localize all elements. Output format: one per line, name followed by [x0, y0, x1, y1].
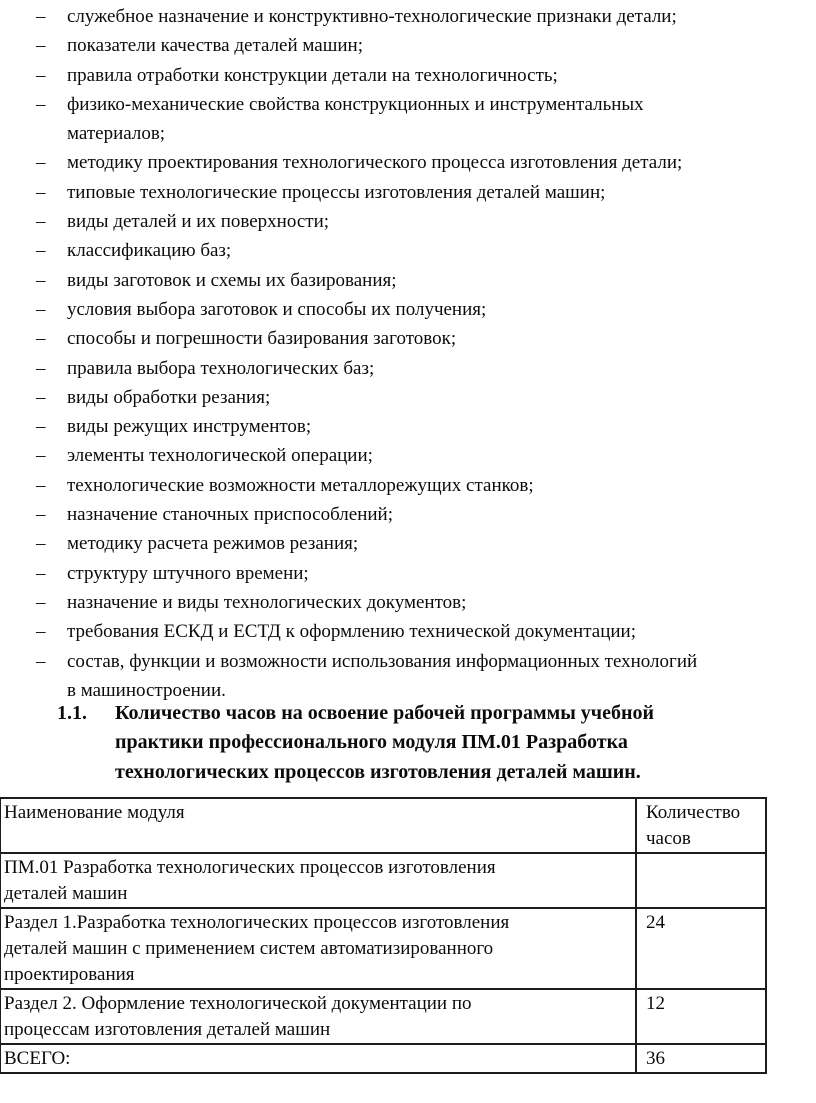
list-bullet-dash: –	[36, 562, 46, 584]
module-name-line: деталей машин с применением систем автоматизированного	[4, 938, 494, 959]
module-name-line: ПМ.01 Разработка технологических процессов изготовления	[4, 857, 496, 878]
table-body	[0, 853, 766, 1073]
list-bullet-dash: –	[36, 181, 46, 203]
table-header-row	[0, 798, 766, 853]
table-row	[0, 989, 766, 1044]
list-item-line: виды деталей и их поверхности;	[67, 211, 330, 233]
list-item-line: материалов;	[67, 123, 166, 145]
list-bullet-dash: –	[36, 6, 46, 27]
list-item	[0, 90, 816, 149]
list-item-line: классификацию баз;	[67, 240, 232, 262]
list-item-line: виды заготовок и схемы их базирования;	[67, 269, 397, 291]
knowledge-list	[0, 2, 816, 705]
list-item	[0, 500, 816, 529]
list-item	[0, 61, 816, 90]
module-name-cell	[0, 908, 636, 989]
list-item	[0, 236, 816, 265]
list-item-line: физико-механические свойства конструкционных и инструментальных	[67, 93, 644, 115]
list-bullet-dash: –	[36, 533, 46, 555]
list-item-line: способы и погрешности базирования заготовок;	[67, 328, 457, 350]
list-item	[0, 617, 816, 646]
list-bullet-dash: –	[36, 650, 46, 672]
table-row	[0, 908, 766, 989]
list-item-line: требования ЕСКД и ЕСТД к оформлению технической документации;	[67, 621, 636, 643]
list-item-line: состав, функции и возможности использования информационных технологий	[67, 650, 698, 672]
list-item	[0, 31, 816, 60]
module-name-cell	[0, 1044, 636, 1073]
list-bullet-dash: –	[36, 152, 46, 174]
table-row	[0, 1044, 766, 1073]
list-item	[0, 266, 816, 295]
list-bullet-dash: –	[36, 416, 46, 438]
list-item-line: элементы технологической операции;	[67, 445, 373, 467]
list-item-line: служебное назначение и конструктивно-технологические признаки детали;	[67, 6, 677, 27]
list-item-line: правила отработки конструкции детали на технологичность;	[67, 64, 558, 86]
module-name-line: Раздел 2. Оформление технологической документации по	[4, 993, 472, 1014]
list-item	[0, 471, 816, 500]
list-bullet-dash: –	[36, 328, 46, 350]
list-item	[0, 354, 816, 383]
module-name-cell	[0, 989, 636, 1044]
list-item	[0, 441, 816, 470]
list-item-line: структуру штучного времени;	[67, 562, 309, 584]
module-name-line: процессам изготовления деталей машин	[4, 1019, 331, 1040]
list-item	[0, 588, 816, 617]
module-name-line: проектирования	[4, 964, 135, 985]
section-heading-number: 1.1.	[57, 702, 87, 724]
list-item	[0, 207, 816, 236]
list-bullet-dash: –	[36, 298, 46, 320]
list-item-line: назначение и виды технологических документов;	[67, 591, 467, 613]
hours-table	[0, 797, 766, 1074]
list-item	[0, 324, 816, 353]
list-bullet-dash: –	[36, 621, 46, 643]
hours-value-cell: 12	[636, 989, 766, 1044]
section-heading-line: практики профессионального модуля ПМ.01 Разработка	[115, 731, 628, 754]
list-bullet-dash: –	[36, 240, 46, 262]
section-heading	[0, 699, 810, 787]
list-item-line: методику расчета режимов резания;	[67, 533, 359, 555]
list-bullet-dash: –	[36, 504, 46, 526]
list-item-line: типовые технологические процессы изготовления деталей машин;	[67, 181, 606, 203]
list-item-line: показатели качества деталей машин;	[67, 35, 363, 57]
section-heading-line: технологических процессов изготовления деталей машин.	[115, 760, 641, 783]
list-bullet-dash: –	[36, 474, 46, 496]
list-bullet-dash: –	[36, 269, 46, 291]
module-name-cell	[0, 853, 636, 908]
list-bullet-dash: –	[36, 357, 46, 379]
list-item	[0, 529, 816, 558]
list-item-line: условия выбора заготовок и способы их получения;	[67, 298, 487, 320]
table-row	[0, 853, 766, 908]
list-item-line: виды режущих инструментов;	[67, 416, 312, 438]
list-item	[0, 2, 816, 31]
list-item	[0, 148, 816, 177]
list-bullet-dash: –	[36, 386, 46, 408]
list-bullet-dash: –	[36, 35, 46, 57]
list-bullet-dash: –	[36, 64, 46, 86]
table-header-hours: Количество часов	[636, 798, 766, 853]
list-item-line: виды обработки резания;	[67, 386, 271, 408]
list-item	[0, 647, 816, 706]
hours-value-cell: 36	[636, 1044, 766, 1073]
list-item-line: технологические возможности металлорежущих станков;	[67, 474, 534, 496]
list-item	[0, 412, 816, 441]
list-item-line: назначение станочных приспособлений;	[67, 504, 394, 526]
table-header-module: Наименование модуля	[0, 798, 636, 853]
section-heading-line: Количество часов на освоение рабочей программы учебной	[115, 702, 655, 724]
list-item	[0, 178, 816, 207]
list-bullet-dash: –	[36, 93, 46, 115]
list-bullet-dash: –	[36, 445, 46, 467]
list-item-line: методику проектирования технологического процесса изготовления детали;	[67, 152, 683, 174]
module-name-line: деталей машин	[4, 883, 128, 904]
hours-value-cell: 24	[636, 908, 766, 989]
list-item-line: правила выбора технологических баз;	[67, 357, 375, 379]
list-bullet-dash: –	[36, 591, 46, 613]
list-item	[0, 295, 816, 324]
list-bullet-dash: –	[36, 211, 46, 233]
module-name-line: ВСЕГО:	[4, 1048, 71, 1069]
list-item	[0, 383, 816, 412]
list-item	[0, 559, 816, 588]
module-name-line: Раздел 1.Разработка технологических процессов изготовления	[4, 912, 510, 933]
list-item-line: в машиностроении.	[67, 679, 226, 701]
hours-value-cell	[636, 853, 766, 908]
